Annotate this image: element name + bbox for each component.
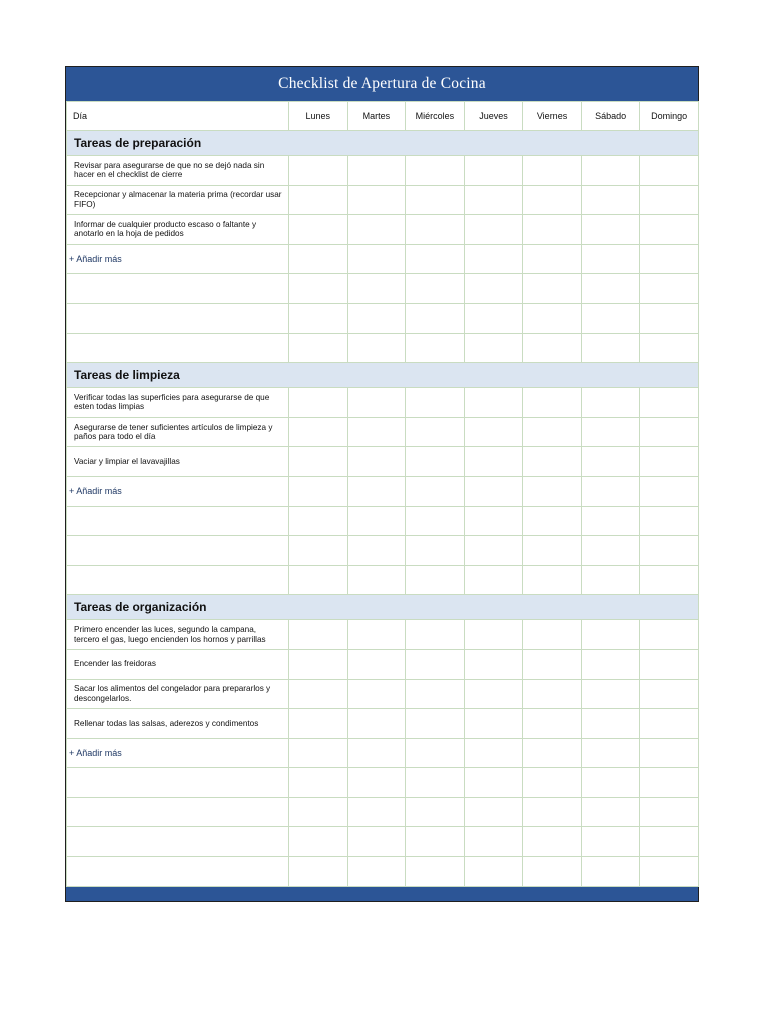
day-check-cell[interactable] — [464, 388, 523, 418]
day-check-cell[interactable] — [464, 649, 523, 679]
day-check-cell[interactable] — [347, 536, 406, 566]
day-check-cell[interactable] — [581, 476, 640, 506]
day-check-cell[interactable] — [289, 649, 348, 679]
add-more-row — [67, 738, 699, 768]
day-check-cell[interactable] — [523, 738, 582, 768]
day-check-cell[interactable] — [581, 447, 640, 477]
day-check-cell[interactable] — [640, 388, 699, 418]
day-check-cell[interactable] — [347, 649, 406, 679]
day-check-cell[interactable] — [289, 506, 348, 536]
day-check-cell[interactable] — [289, 215, 348, 245]
empty-task-cell[interactable] — [67, 857, 289, 887]
day-check-cell[interactable] — [347, 215, 406, 245]
day-check-cell[interactable] — [640, 649, 699, 679]
task-label: Encender las freidoras — [67, 649, 289, 679]
day-check-cell[interactable] — [640, 185, 699, 215]
day-check-cell[interactable] — [523, 215, 582, 245]
section-title: Tareas de limpieza — [67, 363, 699, 388]
task-row — [67, 709, 699, 739]
task-row — [67, 156, 699, 186]
day-header-miercoles: Miércoles — [406, 102, 465, 131]
day-check-cell[interactable] — [640, 679, 699, 709]
day-check-cell[interactable] — [523, 417, 582, 447]
empty-task-row — [67, 857, 699, 887]
day-check-cell[interactable] — [347, 185, 406, 215]
day-check-cell[interactable] — [289, 827, 348, 857]
day-check-cell[interactable] — [406, 476, 465, 506]
section-title: Tareas de preparación — [67, 131, 699, 156]
task-row — [67, 215, 699, 245]
empty-task-cell[interactable] — [67, 768, 289, 798]
day-check-cell[interactable] — [289, 244, 348, 274]
day-check-cell[interactable] — [523, 768, 582, 798]
day-check-cell[interactable] — [289, 274, 348, 304]
day-check-cell[interactable] — [289, 417, 348, 447]
day-check-cell[interactable] — [406, 185, 465, 215]
day-check-cell[interactable] — [406, 244, 465, 274]
day-check-cell[interactable] — [581, 388, 640, 418]
day-check-cell[interactable] — [464, 620, 523, 650]
day-check-cell[interactable] — [406, 797, 465, 827]
day-check-cell[interactable] — [640, 738, 699, 768]
day-check-cell[interactable] — [581, 506, 640, 536]
day-check-cell[interactable] — [523, 185, 582, 215]
day-check-cell[interactable] — [640, 447, 699, 477]
day-check-cell[interactable] — [289, 738, 348, 768]
day-check-cell[interactable] — [581, 738, 640, 768]
sheet-title: Checklist de Apertura de Cocina — [66, 67, 698, 101]
day-check-cell[interactable] — [581, 679, 640, 709]
day-check-cell[interactable] — [406, 536, 465, 566]
day-check-cell[interactable] — [289, 333, 348, 363]
empty-task-row — [67, 274, 699, 304]
task-label: Recepcionar y almacenar la materia prima (recordar usar FIFO) — [67, 185, 289, 215]
day-check-cell[interactable] — [347, 417, 406, 447]
day-check-cell[interactable] — [464, 303, 523, 333]
day-check-cell[interactable] — [406, 709, 465, 739]
add-more-row — [67, 244, 699, 274]
day-check-cell[interactable] — [347, 506, 406, 536]
day-check-cell[interactable] — [406, 447, 465, 477]
task-row — [67, 388, 699, 418]
section-header-row — [67, 131, 699, 156]
day-check-cell[interactable] — [464, 476, 523, 506]
day-check-cell[interactable] — [581, 649, 640, 679]
day-check-cell[interactable] — [464, 417, 523, 447]
day-check-cell[interactable] — [289, 156, 348, 186]
day-check-cell[interactable] — [347, 827, 406, 857]
day-check-cell[interactable] — [347, 768, 406, 798]
day-check-cell[interactable] — [464, 857, 523, 887]
day-header-domingo: Domingo — [640, 102, 699, 131]
empty-task-row — [67, 536, 699, 566]
section-header-row — [67, 595, 699, 620]
empty-task-row — [67, 333, 699, 363]
day-check-cell[interactable] — [347, 388, 406, 418]
day-check-cell[interactable] — [289, 679, 348, 709]
day-header-lunes: Lunes — [289, 102, 348, 131]
day-check-cell[interactable] — [640, 827, 699, 857]
day-check-cell[interactable] — [347, 857, 406, 887]
task-label: Verificar todas las superficies para asegurarse de que esten todas limpias — [67, 388, 289, 418]
day-check-cell[interactable] — [523, 620, 582, 650]
empty-task-row — [67, 303, 699, 333]
day-check-cell[interactable] — [464, 185, 523, 215]
empty-task-row — [67, 506, 699, 536]
add-more-row — [67, 476, 699, 506]
day-check-cell[interactable] — [523, 565, 582, 595]
day-column-header: Día — [67, 102, 289, 131]
day-check-cell[interactable] — [581, 333, 640, 363]
task-row — [67, 679, 699, 709]
empty-task-cell[interactable] — [67, 536, 289, 566]
day-check-cell[interactable] — [464, 244, 523, 274]
day-check-cell[interactable] — [406, 738, 465, 768]
empty-task-row — [67, 565, 699, 595]
day-check-cell[interactable] — [523, 274, 582, 304]
day-check-cell[interactable] — [289, 185, 348, 215]
day-check-cell[interactable] — [347, 333, 406, 363]
day-check-cell[interactable] — [640, 215, 699, 245]
day-check-cell[interactable] — [581, 709, 640, 739]
day-check-cell[interactable] — [464, 827, 523, 857]
day-check-cell[interactable] — [406, 274, 465, 304]
day-check-cell[interactable] — [464, 447, 523, 477]
day-check-cell[interactable] — [640, 333, 699, 363]
day-check-cell[interactable] — [581, 215, 640, 245]
checklist-table — [66, 101, 699, 887]
day-check-cell[interactable] — [289, 768, 348, 798]
task-row — [67, 417, 699, 447]
day-header-jueves: Jueves — [464, 102, 523, 131]
task-row — [67, 447, 699, 477]
day-check-cell[interactable] — [406, 506, 465, 536]
day-check-cell[interactable] — [640, 303, 699, 333]
empty-task-row — [67, 827, 699, 857]
day-check-cell[interactable] — [464, 333, 523, 363]
day-check-cell[interactable] — [289, 857, 348, 887]
day-check-cell[interactable] — [406, 565, 465, 595]
day-check-cell[interactable] — [289, 303, 348, 333]
day-check-cell[interactable] — [289, 620, 348, 650]
empty-task-cell[interactable] — [67, 333, 289, 363]
day-check-cell[interactable] — [581, 536, 640, 566]
day-check-cell[interactable] — [640, 506, 699, 536]
task-label: Sacar los alimentos del congelador para prepararlos y descongelarlos. — [67, 679, 289, 709]
day-check-cell[interactable] — [523, 679, 582, 709]
day-check-cell[interactable] — [523, 388, 582, 418]
day-check-cell[interactable] — [464, 797, 523, 827]
day-check-cell[interactable] — [523, 536, 582, 566]
task-label: Primero encender las luces, segundo la campana, tercero el gas, luego encienden los hornos y parrillas — [67, 620, 289, 650]
day-check-cell[interactable] — [464, 215, 523, 245]
day-check-cell[interactable] — [523, 244, 582, 274]
day-check-cell[interactable] — [406, 417, 465, 447]
task-label: Informar de cualquier producto escaso o faltante y anotarlo en la hoja de pedidos — [67, 215, 289, 245]
day-check-cell[interactable] — [406, 679, 465, 709]
day-check-cell[interactable] — [523, 506, 582, 536]
empty-task-cell[interactable] — [67, 797, 289, 827]
day-check-cell[interactable] — [523, 709, 582, 739]
day-check-cell[interactable] — [347, 620, 406, 650]
day-check-cell[interactable] — [640, 274, 699, 304]
day-check-cell[interactable] — [347, 156, 406, 186]
day-header-martes: Martes — [347, 102, 406, 131]
day-check-cell[interactable] — [640, 536, 699, 566]
day-check-cell[interactable] — [581, 244, 640, 274]
day-check-cell[interactable] — [347, 709, 406, 739]
day-check-cell[interactable] — [347, 738, 406, 768]
day-check-cell[interactable] — [347, 679, 406, 709]
empty-task-cell[interactable] — [67, 506, 289, 536]
day-check-cell[interactable] — [640, 620, 699, 650]
day-check-cell[interactable] — [581, 565, 640, 595]
day-check-cell[interactable] — [289, 476, 348, 506]
day-check-cell[interactable] — [581, 417, 640, 447]
empty-task-row — [67, 797, 699, 827]
day-check-cell[interactable] — [581, 303, 640, 333]
day-check-cell[interactable] — [523, 447, 582, 477]
day-check-cell[interactable] — [581, 620, 640, 650]
day-check-cell[interactable] — [581, 797, 640, 827]
empty-task-cell[interactable] — [67, 274, 289, 304]
day-check-cell[interactable] — [581, 274, 640, 304]
day-check-cell[interactable] — [640, 797, 699, 827]
day-check-cell[interactable] — [581, 768, 640, 798]
add-more-link[interactable]: + Añadir más — [67, 476, 289, 506]
day-check-cell[interactable] — [581, 857, 640, 887]
day-check-cell[interactable] — [289, 447, 348, 477]
day-header-sabado: Sábado — [581, 102, 640, 131]
day-check-cell[interactable] — [464, 738, 523, 768]
task-label: Asegurarse de tener suficientes artículos de limpieza y paños para todo el día — [67, 417, 289, 447]
day-check-cell[interactable] — [406, 303, 465, 333]
day-check-cell[interactable] — [581, 185, 640, 215]
empty-task-cell[interactable] — [67, 827, 289, 857]
day-check-cell[interactable] — [406, 827, 465, 857]
day-check-cell[interactable] — [640, 417, 699, 447]
day-check-cell[interactable] — [406, 857, 465, 887]
day-check-cell[interactable] — [523, 857, 582, 887]
day-check-cell[interactable] — [464, 506, 523, 536]
day-check-cell[interactable] — [347, 303, 406, 333]
day-check-cell[interactable] — [347, 447, 406, 477]
task-row — [67, 649, 699, 679]
task-row — [67, 185, 699, 215]
day-check-cell[interactable] — [464, 565, 523, 595]
day-check-cell[interactable] — [640, 476, 699, 506]
footer-bar — [66, 887, 698, 901]
day-check-cell[interactable] — [406, 620, 465, 650]
empty-task-cell[interactable] — [67, 565, 289, 595]
day-check-cell[interactable] — [289, 536, 348, 566]
checklist-sheet — [65, 66, 699, 902]
day-check-cell[interactable] — [523, 827, 582, 857]
day-check-cell[interactable] — [406, 768, 465, 798]
add-more-link[interactable]: + Añadir más — [67, 738, 289, 768]
day-check-cell[interactable] — [581, 827, 640, 857]
day-check-cell[interactable] — [464, 768, 523, 798]
day-check-cell[interactable] — [347, 244, 406, 274]
day-check-cell[interactable] — [523, 476, 582, 506]
day-check-cell[interactable] — [523, 333, 582, 363]
day-check-cell[interactable] — [464, 709, 523, 739]
day-check-cell[interactable] — [406, 156, 465, 186]
task-label: Vaciar y limpiar el lavavajillas — [67, 447, 289, 477]
day-check-cell[interactable] — [640, 857, 699, 887]
day-check-cell[interactable] — [289, 709, 348, 739]
day-check-cell[interactable] — [640, 768, 699, 798]
day-check-cell[interactable] — [347, 565, 406, 595]
task-label: Revisar para asegurarse de que no se dejó nada sin hacer en el checklist de cierre — [67, 156, 289, 186]
day-check-cell[interactable] — [464, 156, 523, 186]
day-check-cell[interactable] — [640, 244, 699, 274]
day-check-cell[interactable] — [289, 565, 348, 595]
day-check-cell[interactable] — [523, 156, 582, 186]
day-check-cell[interactable] — [640, 156, 699, 186]
day-check-cell[interactable] — [406, 333, 465, 363]
day-check-cell[interactable] — [464, 536, 523, 566]
day-check-cell[interactable] — [523, 303, 582, 333]
empty-task-cell[interactable] — [67, 303, 289, 333]
day-check-cell[interactable] — [640, 565, 699, 595]
day-check-cell[interactable] — [406, 649, 465, 679]
day-check-cell[interactable] — [347, 274, 406, 304]
day-check-cell[interactable] — [289, 388, 348, 418]
day-check-cell[interactable] — [640, 709, 699, 739]
day-check-cell[interactable] — [464, 274, 523, 304]
day-check-cell[interactable] — [347, 797, 406, 827]
empty-task-row — [67, 768, 699, 798]
day-check-cell[interactable] — [406, 215, 465, 245]
day-check-cell[interactable] — [523, 797, 582, 827]
day-check-cell[interactable] — [406, 388, 465, 418]
day-check-cell[interactable] — [523, 649, 582, 679]
task-label: Rellenar todas las salsas, aderezos y condimentos — [67, 709, 289, 739]
day-check-cell[interactable] — [289, 797, 348, 827]
day-check-cell[interactable] — [347, 476, 406, 506]
day-check-cell[interactable] — [464, 679, 523, 709]
day-check-cell[interactable] — [581, 156, 640, 186]
add-more-link[interactable]: + Añadir más — [67, 244, 289, 274]
task-row — [67, 620, 699, 650]
day-header-row — [67, 102, 699, 131]
section-title: Tareas de organización — [67, 595, 699, 620]
day-header-viernes: Viernes — [523, 102, 582, 131]
section-header-row — [67, 363, 699, 388]
